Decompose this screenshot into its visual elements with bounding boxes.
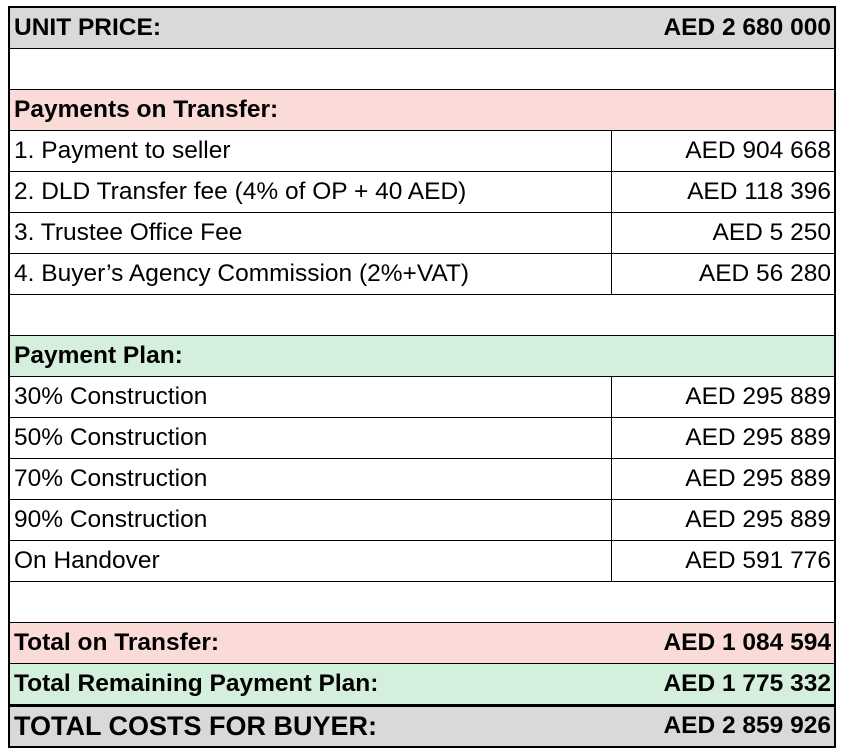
table-row — [10, 418, 834, 459]
unit-price-row — [10, 8, 834, 49]
total-transfer-row — [10, 623, 834, 664]
cost-breakdown-table — [8, 6, 836, 748]
table-row — [10, 377, 834, 418]
table-row — [10, 254, 834, 295]
total-buyer-label: TOTAL COSTS FOR BUYER: — [14, 713, 378, 740]
total-remaining-label: Total Remaining Payment Plan: — [14, 671, 379, 697]
row-label: On Handover — [10, 541, 612, 581]
spacer-row — [10, 582, 834, 623]
table-row — [10, 131, 834, 172]
row-label: 70% Construction — [10, 459, 612, 499]
unit-price-label: UNIT PRICE: — [14, 15, 161, 41]
row-label: 3. Trustee Office Fee — [10, 213, 612, 253]
plan-header-row — [10, 336, 834, 377]
plan-header: Payment Plan: — [14, 343, 183, 369]
row-label: 90% Construction — [10, 500, 612, 540]
row-label: 30% Construction — [10, 377, 612, 417]
total-buyer-row — [10, 705, 834, 746]
spacer-row — [10, 295, 834, 336]
table-row — [10, 213, 834, 254]
table-row — [10, 500, 834, 541]
row-label: 1. Payment to seller — [10, 131, 612, 171]
total-buyer-value: AED 2 859 926 — [663, 714, 831, 739]
row-value: AED 295 889 — [685, 466, 831, 492]
table-row — [10, 459, 834, 500]
transfer-header-row — [10, 90, 834, 131]
unit-price-value: AED 2 680 000 — [663, 15, 831, 41]
total-remaining-row — [10, 664, 834, 705]
row-label: 50% Construction — [10, 418, 612, 458]
row-value: AED 591 776 — [685, 548, 831, 574]
row-value: AED 118 396 — [687, 179, 831, 205]
row-value: AED 5 250 — [712, 220, 831, 246]
row-label: 4. Buyer’s Agency Commission (2%+VAT) — [10, 254, 612, 294]
total-transfer-label: Total on Transfer: — [14, 630, 220, 656]
row-value: AED 295 889 — [685, 425, 831, 451]
total-transfer-value: AED 1 084 594 — [663, 630, 831, 656]
spacer-row — [10, 49, 834, 90]
table-row — [10, 541, 834, 582]
row-label: 2. DLD Transfer fee (4% of OP + 40 AED) — [10, 172, 612, 212]
row-value: AED 295 889 — [685, 384, 831, 410]
row-value: AED 904 668 — [685, 138, 831, 164]
table-row — [10, 172, 834, 213]
row-value: AED 56 280 — [698, 261, 831, 287]
row-value: AED 295 889 — [685, 507, 831, 533]
total-remaining-value: AED 1 775 332 — [663, 671, 831, 697]
transfer-header: Payments on Transfer: — [14, 97, 279, 123]
